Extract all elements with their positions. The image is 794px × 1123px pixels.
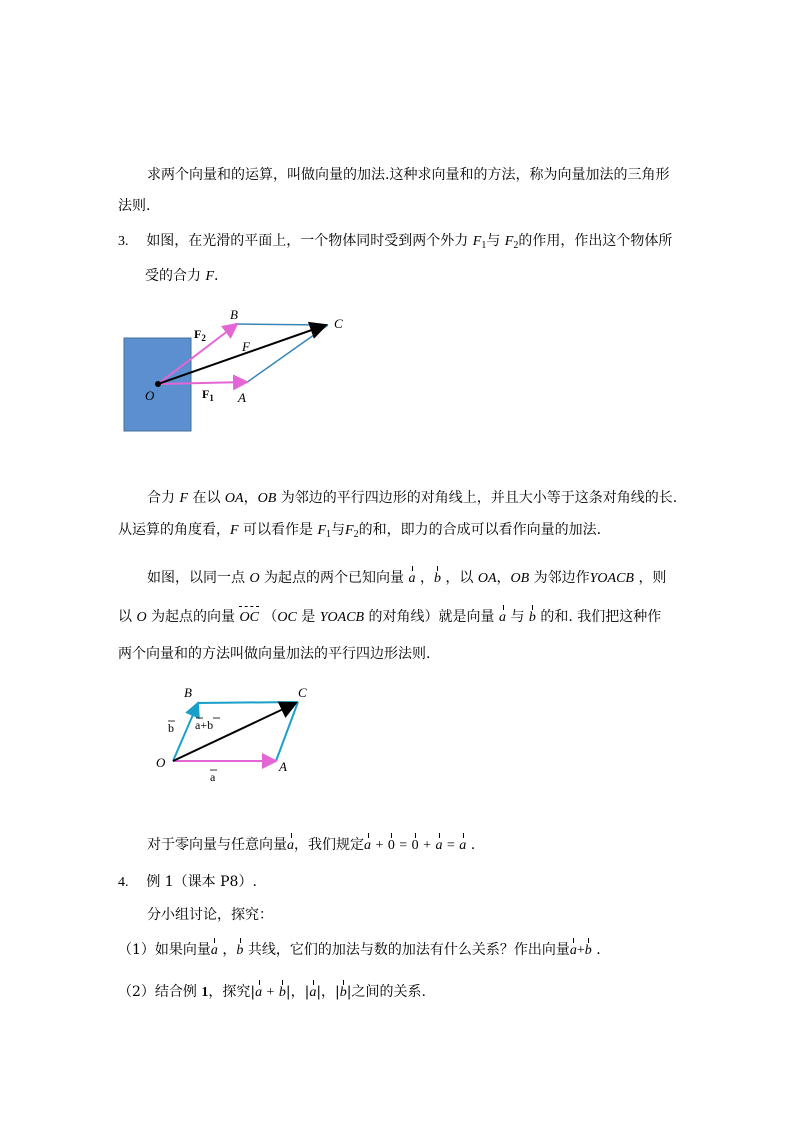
math-f: F: [317, 523, 327, 538]
parallelogram-diagram: [150, 682, 320, 792]
text: 如图，在光滑的平面上，一个物体同时受到两个外力: [146, 233, 469, 249]
text: 的对角线）就是向量: [368, 609, 495, 625]
label-f1: $F_1$: [202, 387, 214, 403]
text: |，|: [285, 984, 310, 1000]
text: .: [470, 837, 476, 853]
text: |之间的关系.: [346, 984, 426, 1000]
text: ，: [419, 570, 434, 586]
vector-a: a: [459, 838, 467, 853]
text: （1）如果向量: [118, 942, 211, 958]
vector-a: a: [210, 943, 218, 958]
vector-b: b: [236, 943, 244, 958]
text: ，以: [445, 570, 474, 586]
label-b: B: [184, 685, 192, 700]
subscript: 1: [326, 529, 332, 540]
label-a: A: [279, 759, 287, 774]
segment-bc: [235, 324, 328, 325]
subscript: 1: [481, 240, 487, 251]
vector-b: b: [584, 943, 592, 958]
math-eq: =: [399, 838, 408, 853]
vector-a: a: [255, 985, 263, 1000]
label-b: B: [230, 307, 238, 322]
text: ，探究|: [208, 984, 256, 1000]
math-oa: OA: [477, 571, 497, 586]
text: 为起点的两个已知向量: [264, 570, 405, 586]
label-vec-a: a: [210, 770, 216, 784]
math-ob: OB: [257, 491, 277, 506]
label-o: O: [156, 755, 166, 770]
label-c: C: [298, 685, 307, 700]
segment-bc: [198, 702, 298, 703]
paragraph-3-line-2: [118, 608, 661, 627]
label-vec-b: b: [168, 721, 174, 735]
vector-oc: [173, 703, 296, 761]
math-ob: OB: [510, 571, 530, 586]
text: 是: [301, 609, 316, 625]
paragraph-1-line-1: 求两个向量和的运算，叫做向量的加法.这种求向量和的方法，称为向量加法的三角形: [147, 167, 670, 183]
math-f: F: [504, 234, 514, 249]
paragraph-1-line-2: 法则.: [118, 198, 151, 214]
math-oc: OC: [277, 610, 297, 625]
zero-vector: 0: [411, 838, 419, 853]
zero-vector: 0: [387, 838, 395, 853]
label-vec-a-plus-b: a+b: [195, 718, 214, 732]
vector-a: a: [408, 571, 416, 586]
text: 为邻边作: [533, 570, 590, 586]
text: ，: [222, 942, 237, 958]
label-a: A: [238, 390, 246, 405]
math-o: O: [249, 571, 260, 586]
label-f2: $F_2$: [194, 327, 206, 343]
text: 从运算的角度看，: [118, 522, 230, 538]
paragraph-2-line-2: [118, 521, 601, 544]
math-f: F: [345, 523, 354, 538]
text: 例 1（课本 P8）.: [146, 874, 257, 890]
math-oa: OA: [224, 491, 244, 506]
text: ，: [243, 490, 258, 506]
vector-b: b: [278, 985, 286, 1000]
text: 与: [510, 609, 525, 625]
text: 对于零向量与任意向量: [147, 837, 287, 853]
math-f: F: [472, 234, 482, 249]
text: ，我们规定: [294, 837, 364, 853]
text: 如图，以同一点: [147, 570, 245, 586]
text: 受的合力: [145, 268, 201, 284]
math-f: F: [179, 491, 189, 506]
text: 的作用，作出这个物体所: [518, 233, 673, 249]
item-3-line-2: [145, 267, 218, 286]
label-c: C: [334, 316, 343, 331]
item-3-line-1: [118, 232, 672, 255]
text: .: [214, 268, 219, 284]
text: 为起点的向量: [151, 609, 236, 625]
subscript: 2: [353, 529, 359, 540]
vector-oc: OC: [239, 610, 259, 625]
math-plus: +: [266, 985, 275, 1000]
text: 的和. 我们把这种作: [540, 609, 662, 625]
vector-a: a: [499, 610, 506, 625]
vector-b: b: [433, 571, 441, 586]
text: |，|: [316, 984, 340, 1000]
vector-b: b: [339, 985, 347, 1000]
vector-ob: [173, 703, 198, 761]
math-f: F: [230, 523, 239, 538]
subscript: 2: [513, 240, 519, 251]
math-o: O: [136, 610, 147, 625]
paragraph-3-line-3: 两个向量和的方法叫做向量加法的平行四边形法则.: [118, 646, 431, 662]
text: 共线，它们的加法与数的加法有什么关系？作出向量: [247, 942, 570, 958]
text: 为邻边的平行四边形的对角线上，并且大小等于这条对角线的长.: [280, 490, 678, 506]
paragraph-3-line-1: [147, 569, 666, 588]
math-f: F: [205, 269, 215, 284]
paragraph-5: 分小组讨论，探究：: [147, 907, 273, 923]
math-plus: +: [423, 838, 431, 853]
math-eq: =: [446, 838, 455, 853]
vector-a: a: [364, 838, 371, 853]
vector-a: a: [287, 838, 294, 853]
math-plus: +: [576, 943, 585, 958]
vector-b: b: [528, 610, 536, 625]
text: 与: [331, 522, 346, 538]
label-f: F: [242, 339, 250, 354]
force-diagram: [110, 300, 360, 440]
point-o: [155, 381, 161, 387]
text: ，则: [638, 570, 667, 586]
segment-ac: [246, 325, 328, 383]
text: ，: [496, 570, 511, 586]
paragraph-2-line-1: [147, 489, 677, 508]
item-4: [118, 873, 257, 892]
item-number: 3.: [118, 234, 129, 249]
text: 的和，即力的合成可以看作向量的加法.: [358, 522, 602, 538]
paragraph-4: [147, 836, 475, 855]
parallelogram-symbol: YOACB: [589, 571, 634, 586]
item-number: 4.: [118, 875, 129, 890]
text: 在以: [192, 490, 221, 506]
example-number: 1: [201, 985, 209, 1000]
label-o: O: [145, 388, 155, 403]
parallelogram-symbol: YOACB: [319, 610, 365, 625]
question-1: [118, 941, 601, 960]
text: 与: [486, 233, 501, 249]
text: 可以看作是: [243, 522, 314, 538]
text: .: [596, 942, 601, 958]
text: 以: [118, 609, 132, 625]
vector-a: a: [435, 838, 443, 853]
vector-a: a: [569, 943, 577, 958]
text: （2）结合例: [118, 984, 197, 1000]
question-2: [118, 983, 426, 1002]
text: （: [263, 609, 278, 625]
vector-a: a: [309, 985, 317, 1000]
text: 合力: [147, 490, 175, 506]
math-plus: +: [375, 838, 384, 853]
